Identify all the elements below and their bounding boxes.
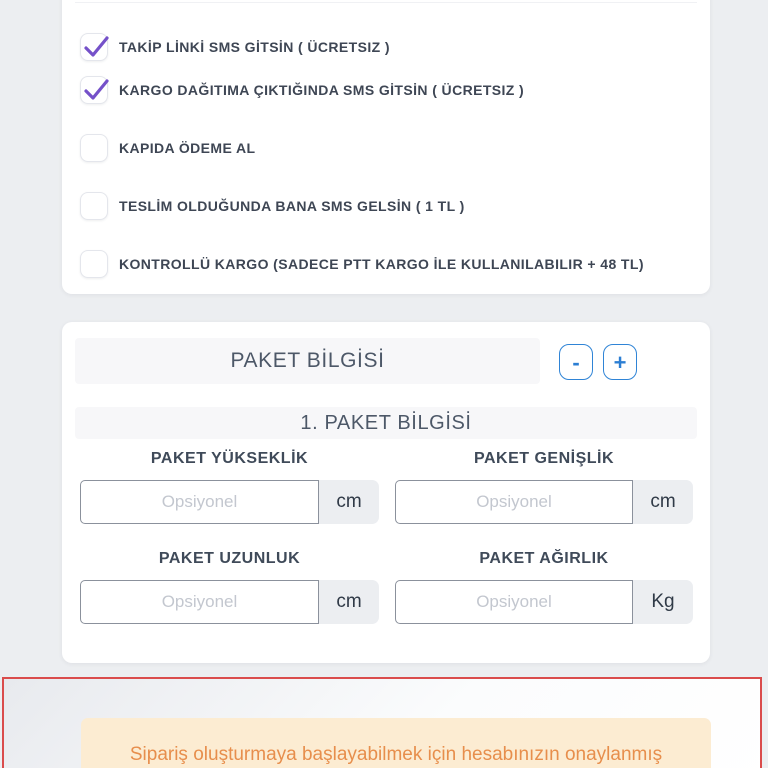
paket-agirlik-input[interactable]: [395, 580, 633, 624]
unit-addon: cm: [633, 480, 693, 524]
alert-message: Sipariş oluşturmaya başlayabilmek için hesabınızın onaylanmış: [129, 744, 663, 765]
check-icon: [80, 31, 112, 62]
field-label: PAKET UZUNLUK: [158, 550, 301, 567]
paket-yukseklik-input[interactable]: [80, 480, 319, 524]
option-row-takip-linki: [80, 33, 694, 61]
option-row-kontrollu-kargo: [80, 250, 694, 278]
check-icon: [80, 74, 112, 105]
option-row-teslim-sms: [80, 192, 694, 220]
unit-addon: cm: [319, 480, 379, 524]
plus-icon: +: [613, 349, 627, 375]
option-row-kapida-odeme: [80, 134, 694, 162]
order-disabled-section: [2, 677, 762, 768]
field-label: PAKET YÜKSEKLİK: [150, 450, 309, 467]
increase-package-button[interactable]: [603, 344, 637, 380]
paket-uzunluk-input[interactable]: [80, 580, 319, 624]
checkbox-label: TESLİM OLDUĞUNDA BANA SMS GELSİN ( 1 TL ): [119, 198, 465, 214]
checkbox-kargo-dagitim-sms[interactable]: [80, 76, 108, 104]
decrease-package-button[interactable]: [559, 344, 593, 380]
package-section-title: PAKET BİLGİSİ: [75, 338, 540, 384]
minus-icon: -: [572, 349, 580, 375]
checkbox-label: KARGO DAĞITIMA ÇIKTIĞINDA SMS GİTSİN ( ÜCRETSIZ ): [119, 82, 525, 98]
field-paket-genislik: [395, 450, 693, 524]
unit-addon: Kg: [633, 580, 693, 624]
unit-addon: cm: [319, 580, 379, 624]
checkbox-kapida-odeme[interactable]: [80, 134, 108, 162]
package-1-title: 1. PAKET BİLGİSİ: [75, 407, 697, 439]
account-approval-alert: [81, 718, 711, 768]
section-divider: [75, 2, 697, 3]
field-paket-yukseklik: [80, 450, 379, 524]
checkbox-label: TAKİP LİNKİ SMS GİTSİN ( ÜCRETSIZ ): [119, 39, 390, 55]
field-label: PAKET AĞIRLIK: [479, 550, 609, 567]
checkbox-label: KAPIDA ÖDEME AL: [119, 140, 256, 156]
package-info-card: [62, 322, 710, 663]
checkbox-takip-linki-sms[interactable]: [80, 33, 108, 61]
checkbox-kontrollu-kargo[interactable]: [80, 250, 108, 278]
field-label: PAKET GENİŞLİK: [473, 450, 615, 467]
checkbox-teslim-sms[interactable]: [80, 192, 108, 220]
field-paket-agirlik: [395, 550, 693, 624]
paket-genislik-input[interactable]: [395, 480, 633, 524]
field-paket-uzunluk: [80, 550, 379, 624]
shipping-options-card: [62, 0, 710, 294]
option-row-kargo-dagitim: [80, 76, 694, 104]
checkbox-label: KONTROLLÜ KARGO (SADECE PTT KARGO İLE KULLANILABILIR + 48 TL): [119, 256, 644, 272]
